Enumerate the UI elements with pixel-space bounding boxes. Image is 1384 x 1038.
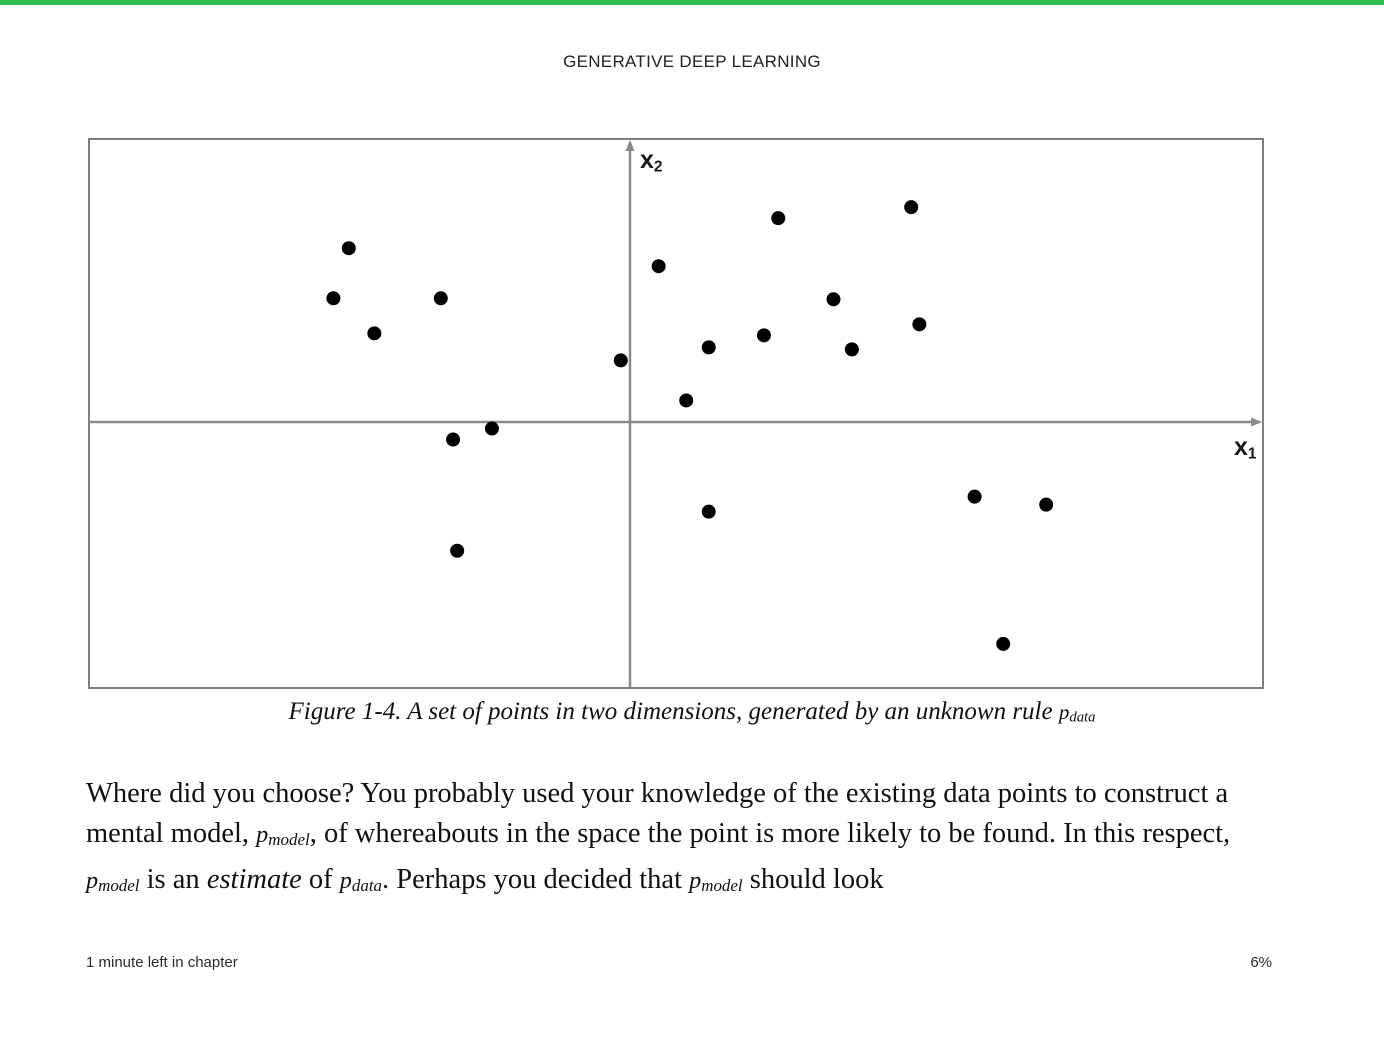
figure-1-4 bbox=[88, 138, 1264, 689]
caption-p-data-symbol bbox=[1059, 700, 1096, 724]
p-model-symbol-2 bbox=[86, 867, 140, 894]
data-point bbox=[702, 505, 716, 519]
body-text-4: of bbox=[301, 863, 340, 895]
chapter-progress-percent: 6% bbox=[1250, 954, 1272, 971]
data-point bbox=[485, 422, 499, 436]
p-model-sub-2: model bbox=[98, 875, 140, 895]
data-point bbox=[757, 328, 771, 342]
figure-caption bbox=[0, 698, 1384, 727]
data-point bbox=[1039, 498, 1053, 512]
data-point bbox=[367, 326, 381, 340]
x-axis-label-sub: 1 bbox=[1247, 445, 1257, 463]
data-point bbox=[614, 353, 628, 367]
body-emphasis-estimate: estimate bbox=[206, 863, 302, 895]
data-point bbox=[326, 291, 340, 305]
p-model-symbol-3 bbox=[689, 867, 743, 894]
data-point bbox=[450, 544, 464, 558]
y-axis bbox=[626, 140, 635, 687]
p-model-base-1: p bbox=[256, 820, 269, 848]
scatter-plot-canvas bbox=[88, 138, 1264, 689]
p-model-base-3: p bbox=[689, 866, 702, 894]
data-point bbox=[342, 241, 356, 255]
data-points-layer bbox=[326, 200, 1053, 651]
x-axis-label bbox=[1234, 433, 1257, 463]
y-axis-label-base: x bbox=[640, 146, 654, 174]
time-left-in-chapter: 1 minute left in chapter bbox=[86, 954, 238, 971]
body-paragraph bbox=[86, 774, 1286, 906]
reading-progress-bar bbox=[0, 0, 1384, 5]
p-model-base-2: p bbox=[86, 866, 99, 894]
p-data-symbol-body bbox=[340, 867, 382, 894]
p-data-base-body: p bbox=[339, 866, 352, 894]
data-point bbox=[679, 393, 693, 407]
caption-p-sub: data bbox=[1069, 709, 1096, 726]
data-point bbox=[702, 340, 716, 354]
data-point bbox=[434, 291, 448, 305]
data-point bbox=[904, 200, 918, 214]
body-text-1: Where did you choose? You probably used your knowledge of the existing data points to construct a mental model, bbox=[86, 777, 1229, 849]
x-axis-label-base: x bbox=[1234, 433, 1248, 461]
running-head-title: GENERATIVE DEEP LEARNING bbox=[563, 52, 821, 71]
body-text-2: , of whereabouts in the space the point is more likely to be found. In this respect, bbox=[309, 817, 1231, 849]
data-point bbox=[652, 259, 666, 273]
body-text-5: . Perhaps you decided that bbox=[382, 863, 690, 895]
caption-p-base: p bbox=[1058, 700, 1070, 724]
y-axis-label bbox=[640, 146, 663, 176]
data-point bbox=[826, 292, 840, 306]
data-point bbox=[968, 490, 982, 504]
p-model-symbol-1 bbox=[256, 821, 310, 848]
data-point bbox=[996, 637, 1010, 651]
y-axis-label-sub: 2 bbox=[653, 158, 663, 176]
x-axis bbox=[90, 418, 1262, 427]
p-data-sub-body: data bbox=[351, 875, 383, 895]
p-model-sub-3: model bbox=[701, 875, 743, 895]
p-model-sub-1: model bbox=[268, 829, 310, 849]
data-point bbox=[845, 342, 859, 356]
figure-caption-text: Figure 1-4. A set of points in two dimensions, generated by an unknown rule bbox=[288, 698, 1059, 725]
body-text-6: should look bbox=[742, 863, 884, 895]
body-text-3: is an bbox=[139, 863, 207, 895]
data-point bbox=[446, 433, 460, 447]
data-point bbox=[771, 211, 785, 225]
data-point bbox=[912, 317, 926, 331]
